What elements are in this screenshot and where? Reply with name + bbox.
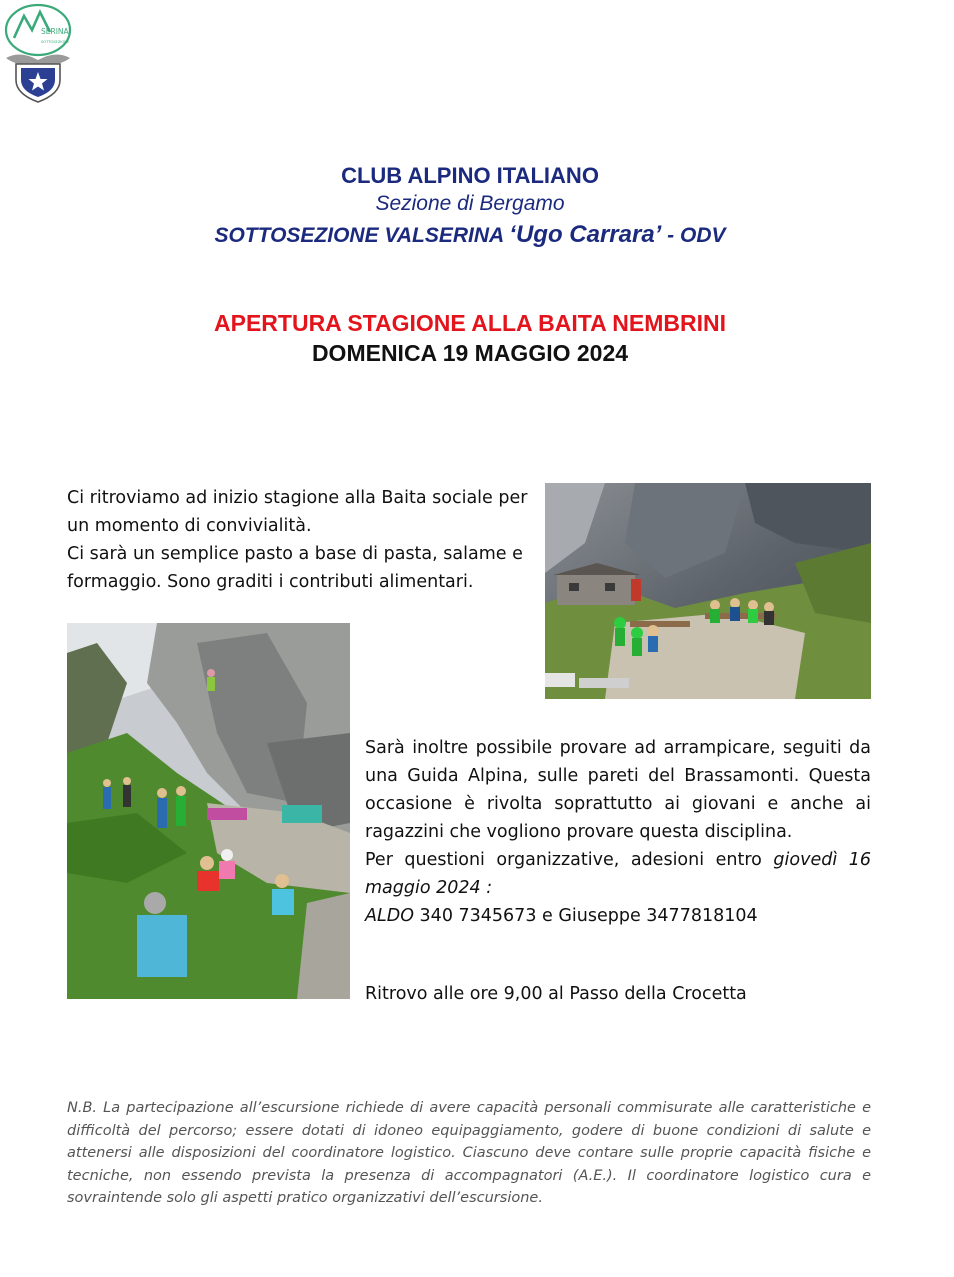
sottosezione-part-b: ‘Ugo Carrara’ bbox=[509, 221, 662, 248]
contact-name: ALDO bbox=[365, 906, 414, 926]
sottosezione-name bbox=[0, 221, 940, 249]
intro-text bbox=[67, 484, 537, 596]
intro-line-1: Ci ritroviamo ad inizio stagione alla Baita sociale per un momento di convivialità. bbox=[67, 488, 528, 536]
cai-valserina-logo bbox=[0, 0, 76, 104]
disclaimer-note: N.B. La partecipazione all’escursione richiede di avere capacità personali commisurate alle caratteristiche e difficoltà del percorso; essere dotati di idoneo equipaggiamento, godere di buone condizioni di salute e attenersi alle disposizioni del coordinatore logistico. Ciascuno deve contare sulle proprie capacità fisiche e tecniche, non essendo prevista la presenza di accompagnatori (A.E.). Il coordinatore logistico cura e sovraintende solo gli aspetti pratico organizzativi dell’escursione. bbox=[67, 1100, 871, 1206]
contacts-line bbox=[365, 902, 871, 930]
climbing-text bbox=[365, 734, 871, 930]
registration-text: Per questioni organizzative, adesioni entro bbox=[365, 850, 774, 870]
sezione-name: Sezione di Bergamo bbox=[375, 192, 565, 215]
event-date: DOMENICA 19 MAGGIO 2024 bbox=[311, 340, 629, 366]
climbing-paragraph: Sarà inoltre possibile provare ad arrampicare, seguiti da una Guida Alpina, sulle pareti del Brassamonti. Questa occasione è rivolta soprattutto ai giovani e anche ai ragazzini che vogliono provare questa disciplina. bbox=[365, 738, 871, 842]
registration-deadline: giovedì 16 maggio 2024 : bbox=[365, 850, 871, 898]
meeting-point: Ritrovo alle ore 9,00 al Passo della Crocetta bbox=[365, 984, 747, 1004]
sottosezione-part-c: - ODV bbox=[661, 224, 726, 247]
sottosezione-part-a: SOTTOSEZIONE VALSERINA bbox=[214, 224, 510, 247]
event-title: APERTURA STAGIONE ALLA BAITA NEMBRINI bbox=[214, 310, 726, 336]
registration-paragraph bbox=[365, 846, 871, 902]
contact-phones: 340 7345673 e Giuseppe 3477818104 bbox=[413, 906, 758, 926]
photo-baita-gathering bbox=[545, 483, 871, 699]
intro-line-2: Ci sarà un semplice pasto a base di pasta, salame e formaggio. Sono graditi i contributi alimentari. bbox=[67, 544, 523, 592]
logo-subtext: SOTTOSEZIONE bbox=[41, 40, 70, 44]
logo-text: SERINA bbox=[41, 27, 69, 36]
club-name: CLUB ALPINO ITALIANO bbox=[341, 163, 599, 188]
photo-climbing-wall bbox=[67, 623, 350, 999]
